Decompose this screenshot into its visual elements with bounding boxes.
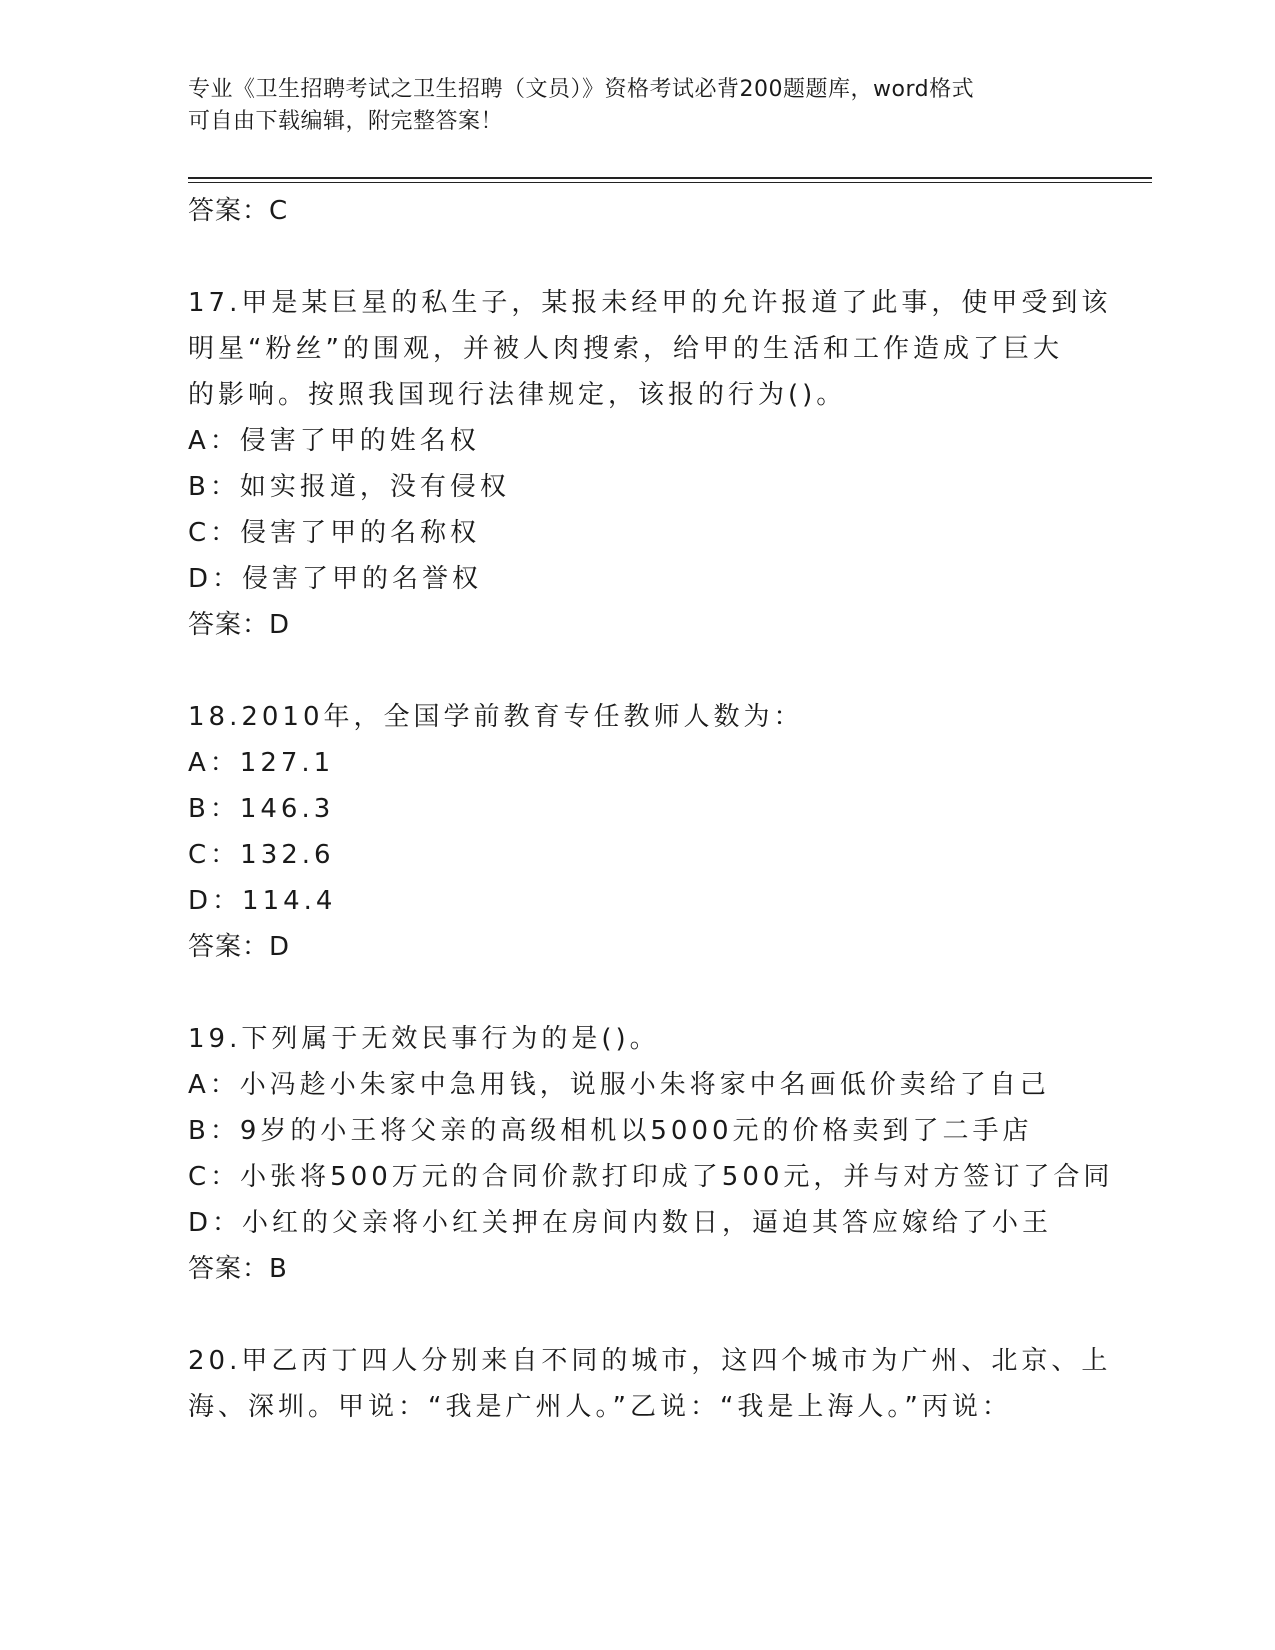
answer: 答案：B	[188, 1254, 288, 1284]
option-a: A：侵害了甲的姓名权	[188, 426, 480, 456]
option-b: B：146.3	[188, 794, 335, 824]
question-text-line: 17.甲是某巨星的私生子，某报未经甲的允许报道了此事，使甲受到该	[188, 288, 1112, 318]
question-20	[188, 1338, 1112, 1430]
question-19	[188, 1016, 1114, 1292]
option-c: C：132.6	[188, 840, 335, 870]
document-header	[188, 74, 1088, 138]
option-c: C：侵害了甲的名称权	[188, 518, 481, 548]
question-18	[188, 694, 1088, 970]
option-d: D：小红的父亲将小红关押在房间内数日，逼迫其答应嫁给了小王	[188, 1208, 1053, 1238]
header-line-1: 专业《卫生招聘考试之卫生招聘（文员）》资格考试必背200题题库，word格式	[188, 77, 975, 102]
answer: 答案：D	[188, 932, 291, 962]
question-text-line: 20.甲乙丙丁四人分别来自不同的城市，这四个城市为广州、北京、上	[188, 1346, 1112, 1376]
header-divider-thick	[188, 177, 1152, 179]
question-text-line: 19.下列属于无效民事行为的是()。	[188, 1024, 660, 1054]
header-line-2: 可自由下载编辑，附完整答案！	[188, 109, 504, 134]
question-text-line: 18.2010年，全国学前教育专任教师人数为：	[188, 702, 804, 732]
spacer	[188, 970, 1088, 1016]
question-text-line: 的影响。按照我国现行法律规定，该报的行为()。	[188, 380, 847, 410]
question-text-line: 明星“粉丝”的围观，并被人肉搜索，给甲的生活和工作造成了巨大	[188, 334, 1063, 364]
spacer	[188, 1292, 1088, 1338]
option-c: C：小张将500万元的合同价款打印成了500元，并与对方签订了合同	[188, 1162, 1114, 1192]
option-d: D：114.4	[188, 886, 337, 916]
spacer	[188, 648, 1088, 694]
previous-answer: 答案：C	[188, 196, 289, 226]
spacer	[188, 234, 1088, 280]
option-a: A：小冯趁小朱家中急用钱，说服小朱将家中名画低价卖给了自己	[188, 1070, 1050, 1100]
question-text-line: 海、深圳。甲说：“我是广州人。”乙说：“我是上海人。”丙说：	[188, 1392, 1012, 1422]
option-d: D：侵害了甲的名誉权	[188, 564, 483, 594]
option-b: B：如实报道，没有侵权	[188, 472, 510, 502]
document-body	[188, 188, 1114, 1430]
question-17	[188, 280, 1112, 648]
answer: 答案：D	[188, 610, 291, 640]
option-a: A：127.1	[188, 748, 335, 778]
header-divider-thin	[188, 182, 1152, 183]
option-b: B：9岁的小王将父亲的高级相机以5000元的价格卖到了二手店	[188, 1116, 1033, 1146]
